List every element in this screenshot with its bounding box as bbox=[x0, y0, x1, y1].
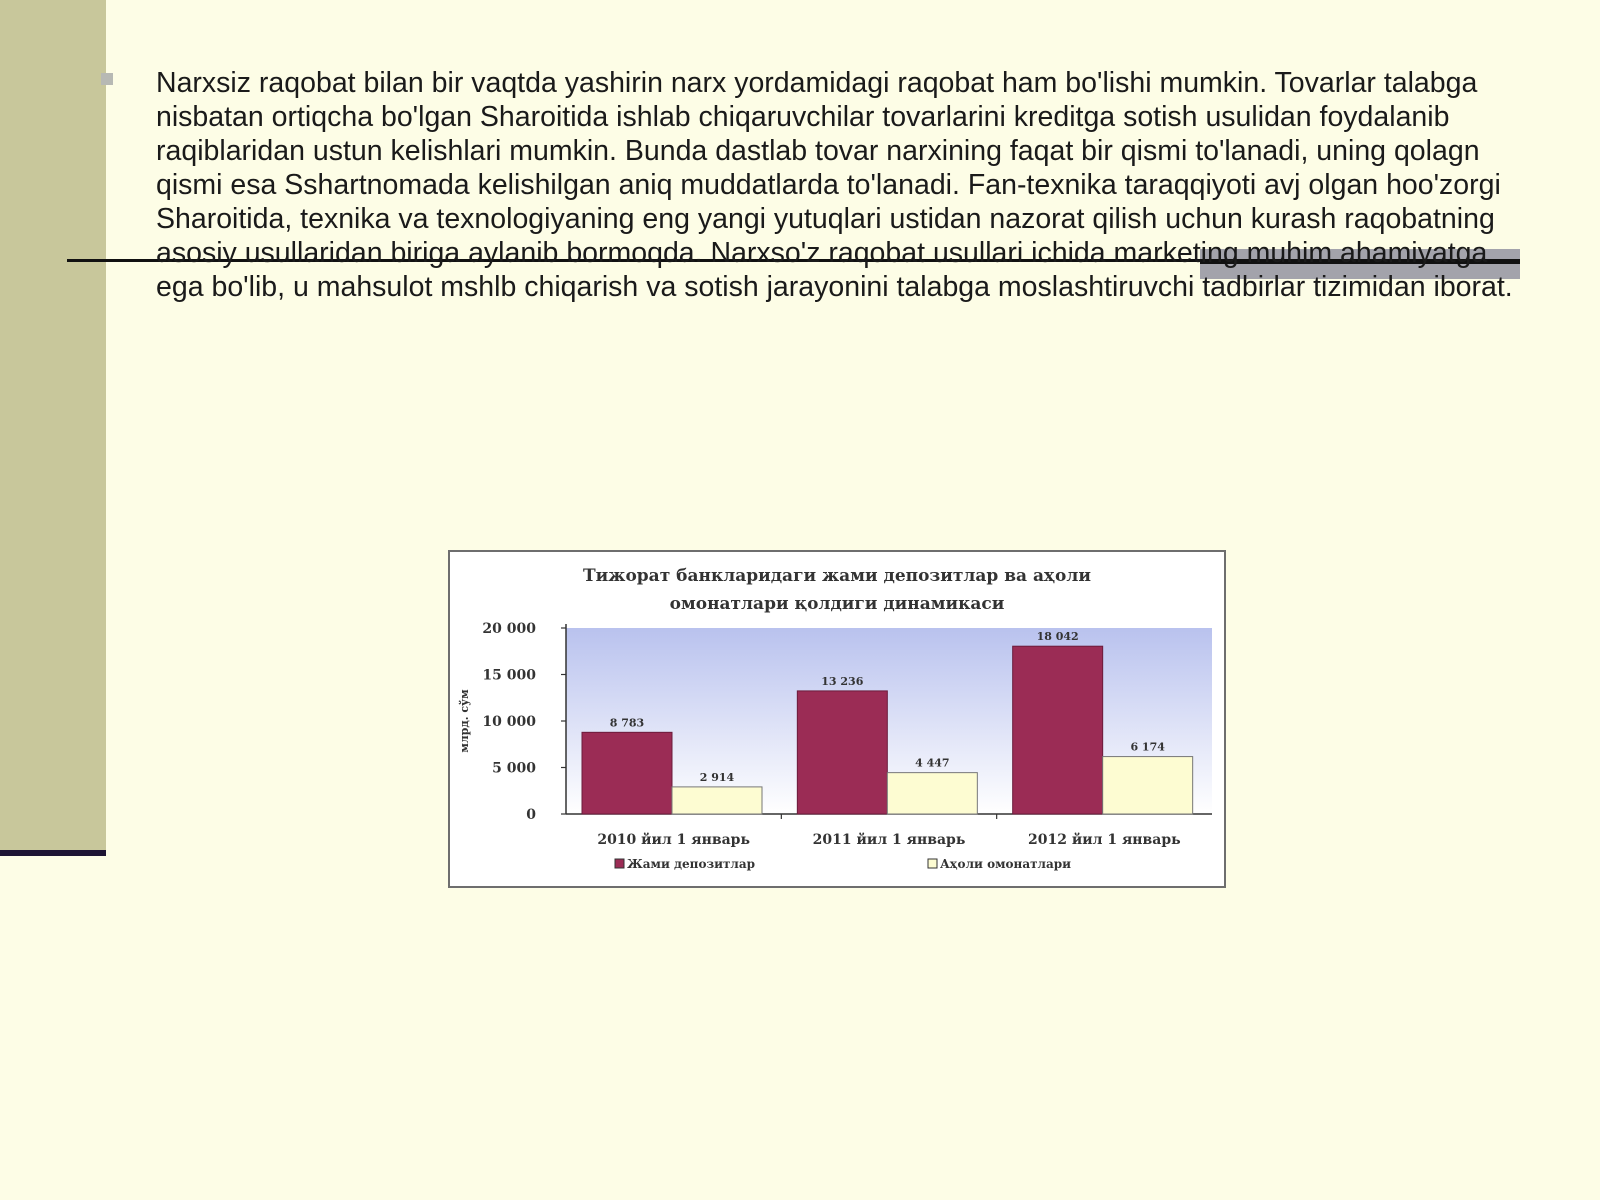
bar-savings bbox=[672, 787, 762, 814]
bullet-square-icon bbox=[101, 73, 113, 85]
bar-value-label: 6 174 bbox=[1130, 740, 1165, 754]
y-tick-label: 15 000 bbox=[482, 667, 536, 684]
bar-value-label: 2 914 bbox=[699, 770, 735, 784]
x-tick-label: 2010 йил 1 январь bbox=[597, 832, 750, 848]
chart-title-line-1: Тижорат банкларидаги жами депозитлар ва аҳоли bbox=[583, 566, 1091, 586]
y-tick-label: 0 bbox=[526, 807, 536, 823]
decorative-side-bar bbox=[0, 0, 106, 852]
bar-savings bbox=[887, 773, 977, 814]
x-tick-label: 2011 йил 1 январь bbox=[812, 832, 966, 848]
legend-swatch bbox=[615, 859, 624, 868]
bar-deposits bbox=[797, 691, 887, 814]
legend-swatch bbox=[928, 859, 937, 868]
deposits-chart bbox=[448, 550, 1226, 888]
bar-value-label: 18 042 bbox=[1036, 630, 1079, 644]
bar-deposits bbox=[1013, 646, 1103, 814]
bar-deposits bbox=[582, 732, 672, 814]
bar-value-label: 8 783 bbox=[609, 716, 645, 730]
y-tick-label: 5 000 bbox=[492, 760, 536, 777]
side-bar-base-line bbox=[0, 850, 106, 856]
chart-title-line-2: омонатлари қолдиги динамикаси bbox=[669, 594, 1005, 614]
y-tick-label: 10 000 bbox=[482, 714, 536, 730]
x-tick-label: 2012 йил 1 январь bbox=[1028, 832, 1181, 848]
bar-value-label: 4 447 bbox=[915, 756, 950, 770]
legend-label: Аҳоли омонатлари bbox=[940, 857, 1072, 871]
chart-svg bbox=[450, 552, 1224, 886]
bar-savings bbox=[1103, 757, 1193, 814]
bar-value-label: 13 236 bbox=[821, 674, 864, 688]
y-tick-label: 20 000 bbox=[482, 621, 536, 637]
legend-label: Жами депозитлар bbox=[627, 857, 756, 871]
y-axis-label: млрд. сўм bbox=[458, 689, 471, 753]
bullet-paragraph: Narxsiz raqobat bilan bir vaqtda yashirin narx yordamidagi raqobat ham bo'lishi mumkin. Tovarlar talabga nisbatan ortiqcha bo'lgan Sharoitida ishlab chiqaruvchilar tovarlarini kreditga sotish usulidan foydalanib raqiblaridan ustun kelishlari mumkin. Bunda dastlab tovar narxining faqat bir qismi to'lanadi, uning qolagn qismi esa Sshartnomada kelishilgan aniq muddatlarda to'lanadi. Fan-texnika taraqqiyoti avj olgan hoo'zorgi Sharoitida, texnika va texnologiyaning eng yangi yutuqlari ustidan nazorat qilish uchun kurash raqobatning asosiy usullaridan biriga aylanib bormoqda. Narxso'z raqobat usullari ichida marketing muhim ahamiyatga ega bo'lib, u mahsulot mshlb chiqarish va sotish jarayonini talabga moslashtiruvchi tadbirlar tizimidan iborat. bbox=[156, 67, 1513, 303]
